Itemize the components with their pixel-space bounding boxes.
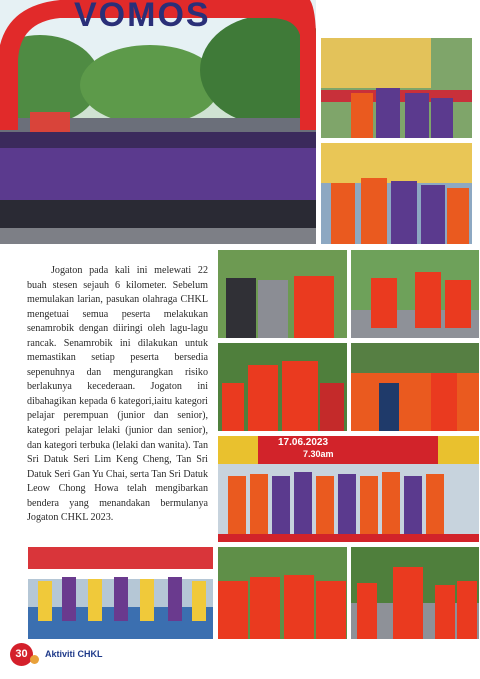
photo-orange-runners-2 [351, 250, 479, 338]
photo-aerobics [28, 547, 213, 639]
photo-orange-crowd [351, 343, 479, 431]
photo-stage-group [218, 436, 479, 542]
event-board-date: 17.06.2023 [278, 437, 329, 448]
photo-orange-runners-1 [218, 343, 347, 431]
photo-purple-group-2 [321, 143, 472, 244]
photo-vip-group [218, 250, 347, 338]
arch-banner-text: VOMOS [74, 0, 211, 34]
page-number: 30 [10, 643, 33, 666]
page-footer [10, 641, 103, 667]
event-board-time: 7.30am [303, 449, 334, 459]
photo-purple-group-1 [321, 38, 472, 138]
article-paragraph: Jogaton pada kali ini melewati 22 buah stesen sejauh 6 kilometer. Sebelum memulakan larian, pasukan olahraga CHKL mengetuai semua peserta melakukan senamrobik dengan diiringi oleh lagu-lagu rancak. Senamrobik ini dilakukan untuk memastikan setiap peserta bersedia sepenuhnya dan mengurangkan risiko berlakunya kecederaan. Jogaton ini dibahagikan kepada 6 kategori,iaitu kategori pelajar perempuan (junior dan senior), kategori pelajar lelaki (junior dan senior), dan kategori terbuka (lelaki dan wanita). Tan Sri Datuk Seri Lim Keng Cheng, Tan Sri Datuk Seri Gan Yu Chai, serta Tan Sri Datuk Leow Chong Howa telah mengibarkan bendera yang menandakan bermulanya Jogaton CHKL 2023. [27, 265, 209, 524]
section-label: Aktiviti CHKL [45, 649, 103, 659]
page-number-dot [30, 655, 39, 664]
photo-orange-group-3 [218, 547, 347, 639]
photo-orange-runners-3 [351, 547, 479, 639]
photo-arch-group [0, 0, 316, 244]
